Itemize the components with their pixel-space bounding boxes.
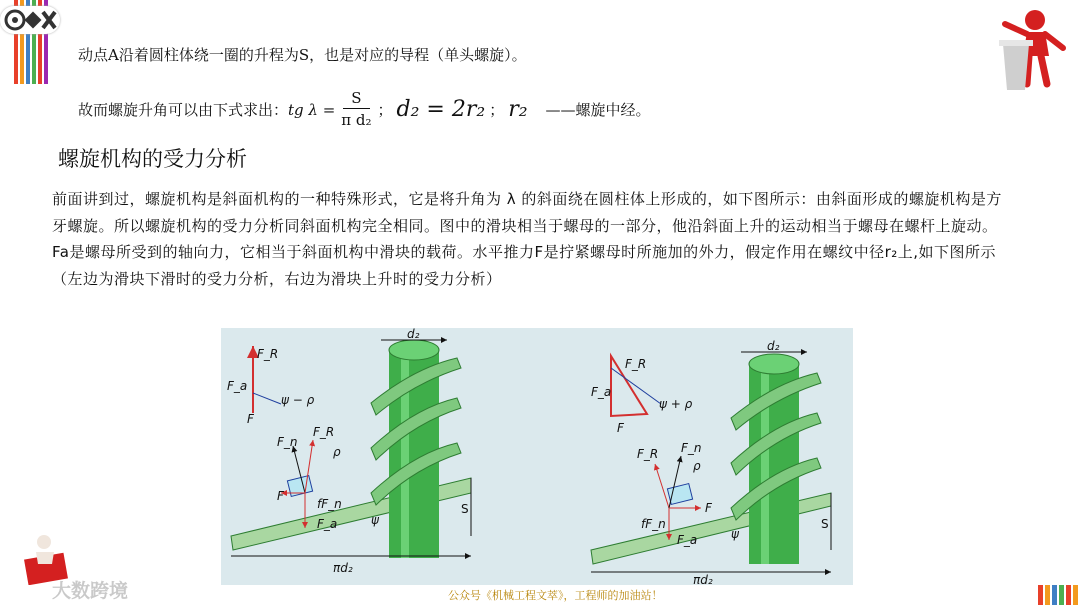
left-label-FR2: F_R	[313, 425, 335, 439]
screw-force-diagram	[221, 328, 853, 585]
footer-caption: 公众号《机械工程文萃》，工程师的加油站！	[448, 589, 663, 602]
left-label-d2: d₂	[407, 328, 420, 341]
section-heading: 螺旋机构的受力分析	[58, 147, 247, 171]
left-label-F2: F	[277, 489, 284, 503]
formula-lhs: tg λ =	[288, 100, 336, 119]
right-label-Fa: F_a	[591, 385, 612, 399]
formula-r2: r₂	[508, 97, 528, 122]
right-label-d2: d₂	[767, 339, 780, 353]
right-label-Fn: F_n	[681, 441, 702, 455]
right-label-fFn: fF_n	[641, 517, 666, 531]
right-label-Fa2: F_a	[677, 533, 698, 547]
formula-separator-2: ；	[489, 101, 505, 119]
left-label-fFn: fF_n	[317, 497, 342, 511]
left-label-S: S	[461, 502, 469, 516]
left-label-rho: ρ	[333, 445, 341, 459]
right-label-FR2: F_R	[637, 447, 659, 461]
left-label-psi-rho: ψ − ρ	[281, 393, 315, 407]
left-label-pid2: πd₂	[333, 561, 353, 575]
right-diagram	[591, 339, 831, 585]
right-label-psi: ψ	[731, 527, 739, 541]
left-label-F: F	[247, 412, 254, 426]
right-label-F: F	[617, 421, 624, 435]
line-lead-definition: 动点A沿着圆柱体绕一圈的升程为S，也是对应的导程（单头螺旋）。	[78, 46, 527, 64]
right-label-rho: ρ	[693, 459, 701, 473]
formula-numerator: S	[343, 88, 369, 109]
corner-bars	[1038, 585, 1078, 605]
right-label-FR: F_R	[625, 357, 647, 371]
right-label-F2: F	[705, 501, 712, 515]
formula-prefix: 故而螺旋升角可以由下式求出：	[78, 101, 289, 119]
brand-logo	[0, 6, 60, 34]
presenter-icon	[983, 4, 1077, 94]
formula-note: ——螺旋中经。	[545, 101, 651, 119]
watermark-text: 大数跨境	[52, 580, 129, 602]
formula-denominator: π d₂	[341, 111, 372, 129]
right-label-psi-rho: ψ + ρ	[659, 397, 693, 411]
body-paragraph: 前面讲到过，螺旋机构是斜面机构的一种特殊形式，它是将升角为 λ 的斜面绕在圆柱体上形成的，如下图所示：由斜面形成的螺旋机构是方牙螺旋。所以螺旋机构的受力分析同斜面机构完全相同。图中的滑块相当于螺母的一部分，他沿斜面上升的运动相当于螺母在螺杆上旋动。Fa是螺母所受到的轴向力，它相当于斜面机构中滑块的载荷。水平推力F是拧紧螺母时所施加的外力，假定作用在螺纹中径r₂上,如下图所示（左边为滑块下滑时的受力分析，右边为滑块上升时的受力分析）	[52, 190, 1002, 288]
left-label-Fn: F_n	[277, 435, 298, 449]
left-label-psi: ψ	[371, 513, 379, 527]
left-diagram	[227, 328, 471, 575]
formula-d2: d₂ = 2r₂	[396, 97, 486, 122]
left-label-FR: F_R	[257, 347, 279, 361]
right-label-pid2: πd₂	[693, 573, 713, 585]
formula-fraction	[341, 88, 371, 131]
right-label-S: S	[821, 517, 829, 531]
formula-separator: ；	[377, 101, 393, 119]
left-label-Fa: F_a	[227, 379, 248, 393]
formula-line	[78, 88, 651, 131]
left-label-Fa2: F_a	[317, 517, 338, 531]
